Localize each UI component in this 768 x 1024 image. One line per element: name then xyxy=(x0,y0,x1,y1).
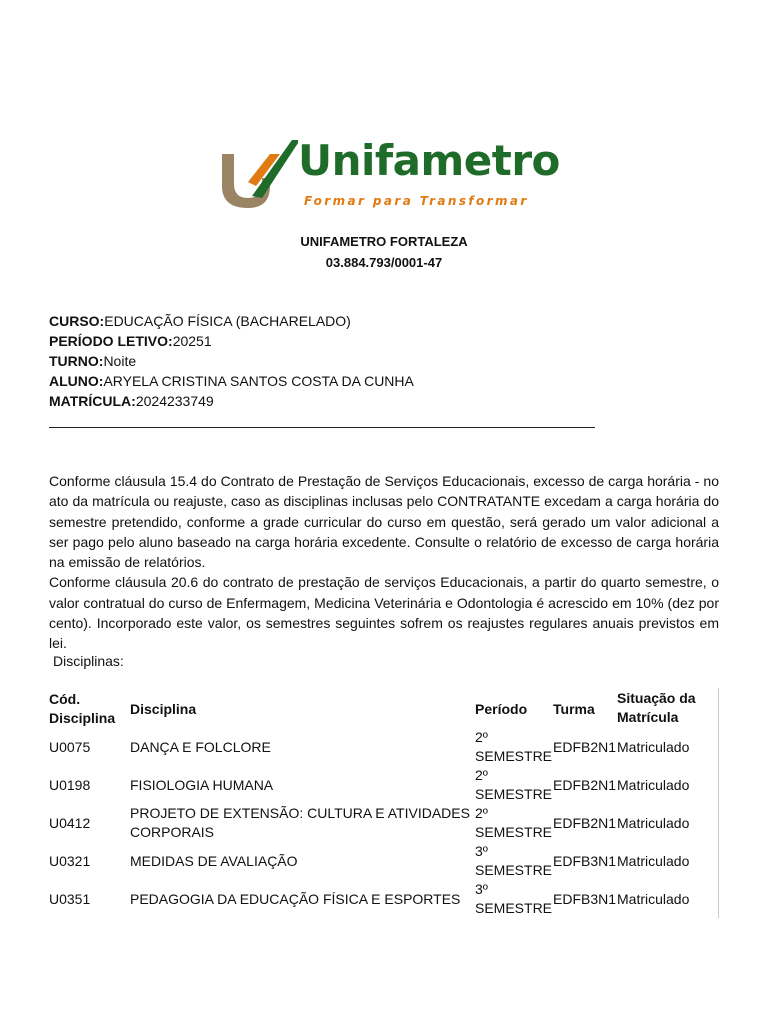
cell-periodo: 2º SEMESTRE xyxy=(475,805,553,840)
cell-situacao: Matriculado xyxy=(617,891,690,907)
table-row xyxy=(49,766,719,804)
cell-periodo: 3º SEMESTRE xyxy=(475,843,553,878)
info-turno: TURNO:Noite xyxy=(49,353,137,369)
table-row xyxy=(49,842,719,880)
cell-disciplina: PROJETO DE EXTENSÃO: CULTURA E ATIVIDADES CORPORAIS xyxy=(130,805,470,840)
divider xyxy=(49,427,595,428)
table-row xyxy=(49,880,719,918)
cell-turma: EDFB2N1 xyxy=(553,739,617,755)
cell-disciplina: FISIOLOGIA HUMANA xyxy=(130,777,274,793)
cell-periodo: 3º SEMESTRE xyxy=(475,881,553,916)
table-row xyxy=(49,728,719,766)
table-right-border xyxy=(718,688,719,918)
cell-disciplina: PEDAGOGIA DA EDUCAÇÃO FÍSICA E ESPORTES xyxy=(130,891,461,907)
info-matricula: MATRÍCULA:2024233749 xyxy=(49,393,214,409)
disciplinas-label: Disciplinas: xyxy=(53,653,124,669)
cell-situacao: Matriculado xyxy=(617,853,690,869)
paragraph-clausula-15-4: Conforme cláusula 15.4 do Contrato de Prestação de Serviços Educacionais, excesso de carga horária - no ato da matrícula ou reajuste, caso as disciplinas inclusas pelo CONTRATANTE excedam a carga horária do semestre pretendido, conforme a grade curricular do curso em questão, será gerado um valor adicional a ser pago pelo aluno baseado na carga horária excedente. Consulte o relatório de excesso de carga horária na emissão de relatórios. xyxy=(49,473,719,571)
cell-disciplina: MEDIDAS DE AVALIAÇÃO xyxy=(130,853,298,869)
cell-disciplina: DANÇA E FOLCLORE xyxy=(130,739,271,755)
cell-situacao: Matriculado xyxy=(617,777,690,793)
paragraph-clausula-20-6: Conforme cláusula 20.6 do contrato de prestação de serviços Educacionais, a partir do quarto semestre, o valor contratual do curso de Enfermagem, Medicina Veterinária e Odontologia é acrescido em 10% (dez por cento). Incorporado este valor, os semestres seguintes sofrem os reajustes regulares anuais previstos em lei. xyxy=(49,574,719,652)
cell-codigo: U0351 xyxy=(49,891,91,907)
logo-wordmark: Unifametro xyxy=(298,136,560,185)
info-periodo-letivo: PERÍODO LETIVO:20251 xyxy=(49,333,212,349)
cell-codigo: U0075 xyxy=(49,739,91,755)
cell-situacao: Matriculado xyxy=(617,815,690,831)
logo-slogan: Formar para Transformar xyxy=(304,194,529,208)
institution-name: UNIFAMETRO FORTALEZA xyxy=(300,234,468,249)
header-codigo: Cód. Disciplina xyxy=(49,691,116,726)
header-situacao: Situação da Matrícula xyxy=(617,690,696,725)
header-periodo: Período xyxy=(475,701,528,717)
header-turma: Turma xyxy=(553,701,595,717)
cell-periodo: 2º SEMESTRE xyxy=(475,767,553,802)
cell-codigo: U0412 xyxy=(49,815,91,831)
institution-cnpj: 03.884.793/0001-47 xyxy=(325,255,443,270)
cell-turma: EDFB2N1 xyxy=(553,815,617,831)
table-header xyxy=(49,688,719,726)
cell-codigo: U0198 xyxy=(49,777,91,793)
terms-text xyxy=(49,471,719,654)
info-curso: CURSO:EDUCAÇÃO FÍSICA (BACHARELADO) xyxy=(49,313,351,329)
table-row xyxy=(49,804,719,842)
logo-emblem-icon xyxy=(218,132,298,212)
header-disciplina: Disciplina xyxy=(130,701,197,717)
cell-situacao: Matriculado xyxy=(617,739,690,755)
cell-turma: EDFB2N1 xyxy=(553,777,617,793)
unifametro-logo xyxy=(218,132,560,212)
cell-turma: EDFB3N1 xyxy=(553,853,617,869)
info-aluno: ALUNO:ARYELA CRISTINA SANTOS COSTA DA CUNHA xyxy=(49,373,414,389)
cell-turma: EDFB3N1 xyxy=(553,891,617,907)
cell-codigo: U0321 xyxy=(49,853,91,869)
cell-periodo: 2º SEMESTRE xyxy=(475,729,553,764)
